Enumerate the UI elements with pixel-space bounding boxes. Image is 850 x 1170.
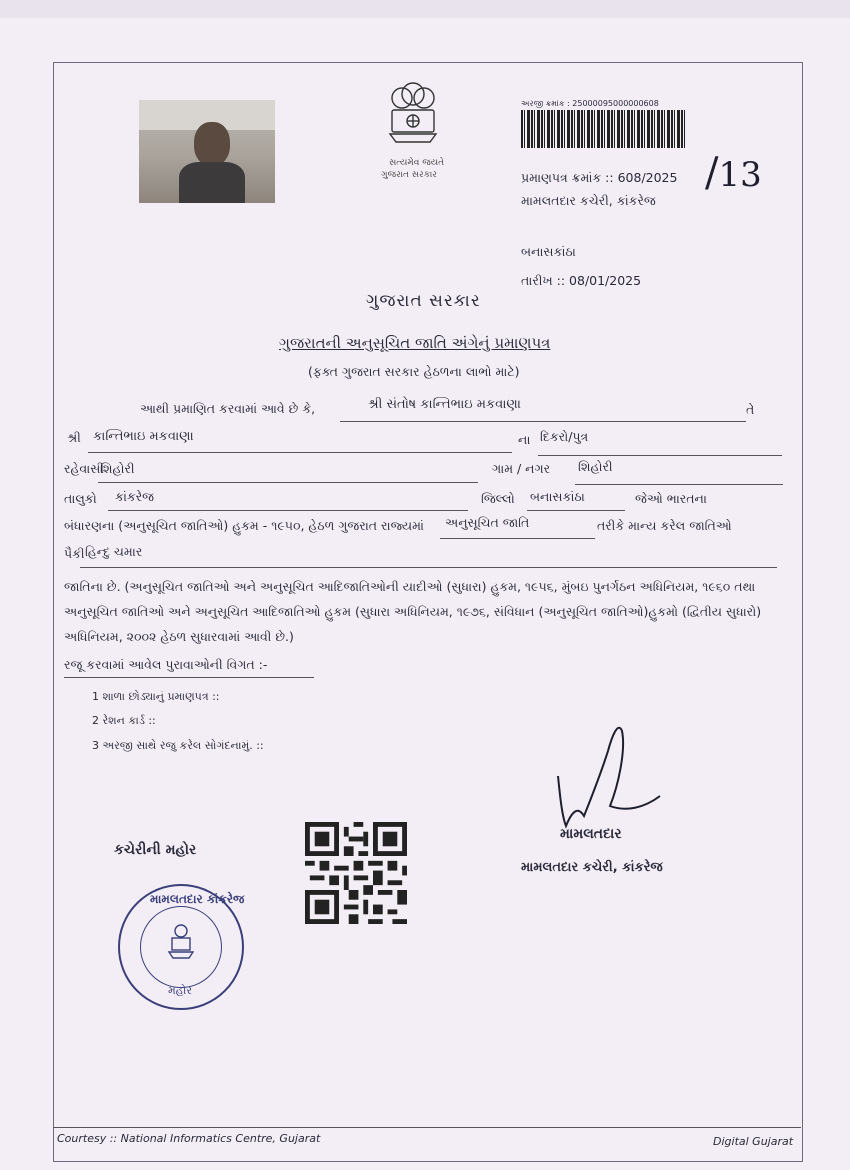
- india-text: જેઓ ભારતના: [635, 491, 707, 506]
- issue-date: તારીખ :: 08/01/2025: [521, 273, 642, 288]
- office-seal: [118, 884, 244, 1010]
- barcode: [521, 110, 685, 148]
- application-number: અરજી ક્રમાંક : 25000095000000608: [521, 99, 659, 108]
- order-text: બંધારણના (અનુસૂચિત જાતિઓ) હુકમ - ૧૯૫૦, હેઠળ ગુજરાત રાજ્યમાં: [64, 518, 424, 533]
- relation-value: દિકરો/પુત્ર: [540, 429, 589, 444]
- evidence-item-2: 2 રેશન કાર્ડ ::: [92, 714, 156, 727]
- emblem-govt: ગુજરાત સરકાર: [381, 170, 437, 180]
- officer-office: મામલતદાર કચેરી, કાંકરેજ: [521, 860, 663, 875]
- district-label: જિલ્લો: [481, 491, 515, 506]
- legal-paragraph: જાતિના છે. (અનુસૂચિત જાતિઓ અને અનુસૂચિત આદિજાતિઓની યાદીઓ (સુધારા) હુકમ, ૧૯૫૬, મુંબઇ પુનર્ગઠન અધિનિયમ, ૧૯૬૦ તથા અનુસૂચિત જાતિઓ અને અનુસૂચિત આદિજાતિઓ હુકમ (સુધારા અધિનિયમ, ૧૯૭૬, સંવિધાન (અનુસૂચિત જાતિઓ)હુકમો (દ્વિતીય સુધારો) અધિનિયમ, ૨૦૦૨ હેઠળ સુધારવામાં આવી છે.): [64, 579, 762, 644]
- seal-emblem-icon: [165, 922, 197, 962]
- taluka-label: તાલુકો: [64, 491, 97, 506]
- national-emblem-icon: [380, 80, 446, 158]
- applicant-photo: [139, 100, 275, 203]
- evidence-item-3: 3 અરજી સાથે રજુ કરેલ સોગંદનામું. ::: [92, 739, 264, 752]
- shri-label: શ્રી: [67, 430, 81, 445]
- signature-graphic: [548, 716, 668, 836]
- district-name: બનાસકાંઠા: [521, 244, 576, 259]
- sub-caste-value: હિન્દુ ચમાર: [85, 544, 143, 559]
- resident-value: શિહોરી: [100, 461, 135, 476]
- village-value: શિહોરી: [578, 459, 613, 474]
- evidence-heading: રજૂ કરવામાં આવેલ પુરાવાઓની વિગત :-: [64, 657, 268, 672]
- seal-bottom-text: મહોર: [168, 984, 193, 997]
- district-value: બનાસકાંઠા: [530, 489, 585, 504]
- handwritten-number: /13: [705, 150, 762, 196]
- issuing-office: મામલતદાર કચેરી, કાંકરેજ: [521, 193, 656, 208]
- sub-caste-label: પૈકી: [64, 546, 85, 561]
- evidence-item-1: 1 શાળા છોડ્યાનું પ્રમાણપત્ર ::: [92, 690, 220, 703]
- taluka-value: કાંકરેજ: [115, 489, 155, 504]
- holder-name: શ્રી સંતોષ કાન્તિભાઇ મકવાણા: [368, 397, 521, 412]
- te-label: તે: [746, 402, 755, 417]
- resident-label: રહેવાસી: [64, 461, 104, 476]
- recognized-text: તરીકે માન્ય કરેલ જાતિઓ: [597, 518, 732, 533]
- na-label: ના: [518, 432, 531, 447]
- certificate-number: પ્રમાણપત્ર ક્રમાંક :: 608/2025: [521, 170, 678, 185]
- office-seal-label: કચેરીની મહોર: [114, 842, 197, 858]
- govt-title: ગુજરાત સરકાર: [366, 291, 481, 311]
- village-label: ગામ / નગર: [492, 461, 551, 476]
- certify-prefix: આથી પ્રમાણિત કરવામાં આવે છે કે,: [140, 401, 316, 416]
- caste-category: અનુસૂચિત જાતિ: [445, 515, 530, 530]
- certificate-title: ગુજરાતની અનુસૂચિત જાતિ અંગેનું પ્રમાણપત્ર: [279, 334, 551, 352]
- emblem-motto: સત્યમેવ જયતે: [389, 158, 445, 168]
- qr-code: [305, 821, 407, 925]
- footer-courtesy: Courtesy :: National Informatics Centre, Gujarat: [57, 1132, 321, 1145]
- father-name: કાન્તિભાઇ મકવાણા: [93, 429, 194, 444]
- certificate-subtitle: (ફક્ત ગુજરાત સરકાર હેઠળના લાભો માટે): [308, 364, 520, 379]
- seal-top-text: મામલતદાર કાંકરેજ: [150, 892, 245, 906]
- footer-brand: Digital Gujarat: [713, 1135, 794, 1148]
- officer-designation: મામલતદાર: [560, 826, 622, 842]
